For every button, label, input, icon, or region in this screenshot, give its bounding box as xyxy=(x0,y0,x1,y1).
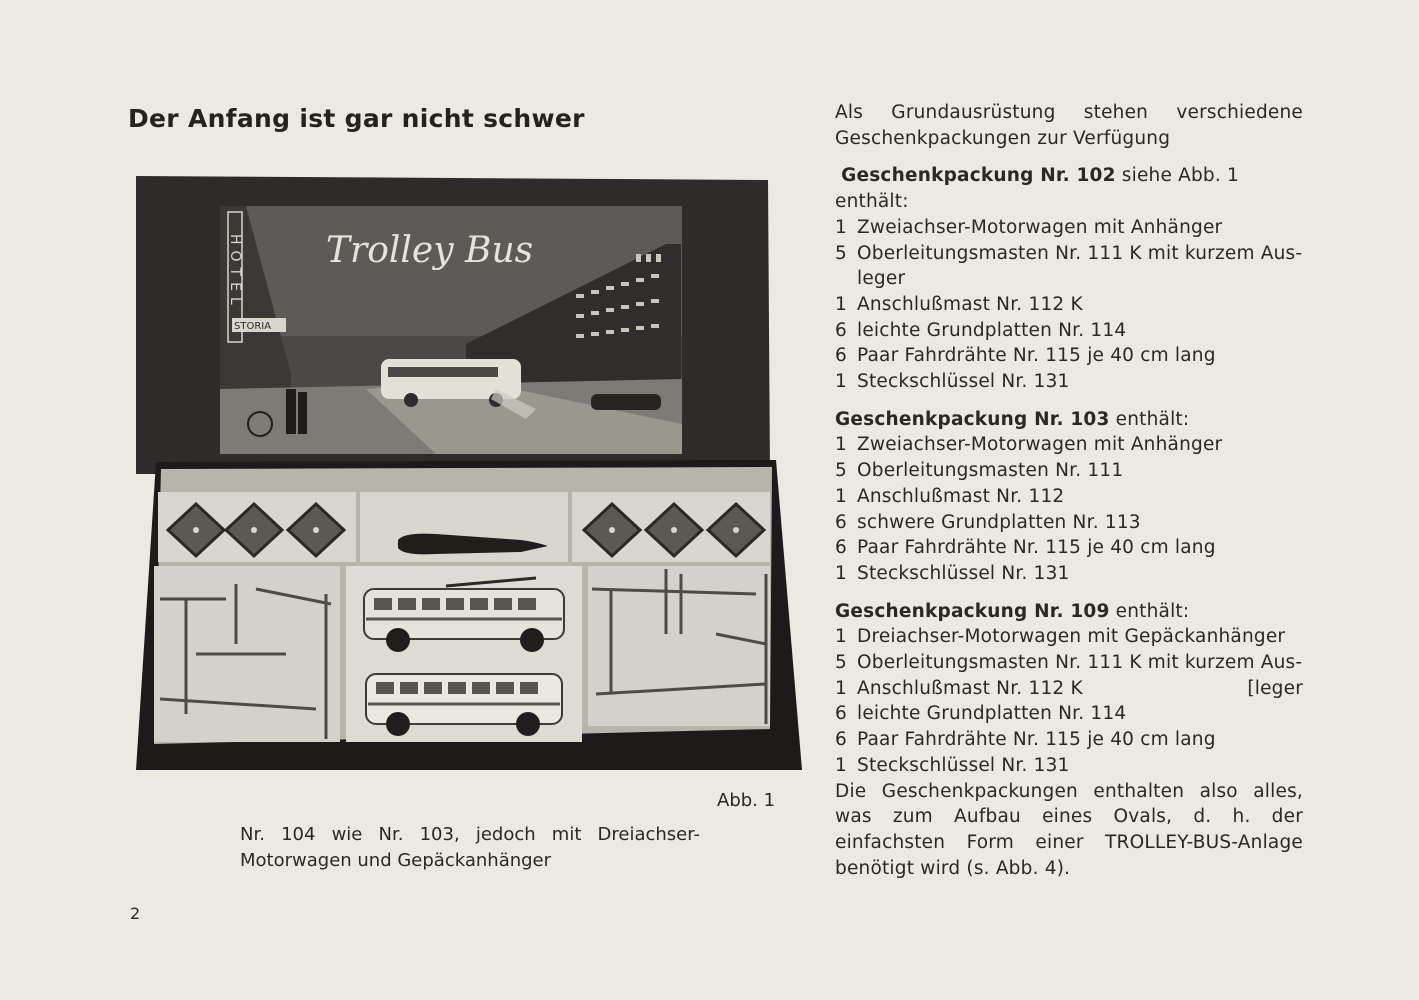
package-heading xyxy=(835,407,1303,433)
figure-note: Nr. 104 wie Nr. 103, jedoch mit Dreiachser-Motorwagen und Gepäckanhänger xyxy=(240,824,700,871)
item-qty: 1 xyxy=(835,626,847,648)
item-text: leger xyxy=(857,268,906,290)
item-qty: 1 xyxy=(835,216,847,238)
outro-text: Die Geschenkpackungen enthalten also alles, was zum Aufbau eines Ovals, d. h. der einfachsten Form einer TROLLEY-BUS-Anlage benötigt wird (s. Abb. 4). xyxy=(835,780,1303,879)
list-item xyxy=(835,676,1303,702)
item-qty: 6 xyxy=(835,537,847,559)
item-qty: 5 xyxy=(835,652,847,674)
item-text: Paar Fahrdrähte Nr. 115 je 40 cm lang xyxy=(857,345,1216,367)
item-qty: 1 xyxy=(835,371,847,393)
item-text: Oberleitungsmasten Nr. 111 K mit kurzem Aus- xyxy=(857,652,1303,674)
item-text: schwere Grundplatten Nr. 113 xyxy=(857,511,1141,533)
list-item xyxy=(835,215,1303,241)
list-item xyxy=(835,292,1303,318)
item-aside: [leger xyxy=(1247,677,1303,699)
list-item xyxy=(835,343,1303,369)
list-item xyxy=(835,650,1303,676)
list-item xyxy=(835,510,1303,536)
list-item xyxy=(835,484,1303,510)
item-qty: 6 xyxy=(835,319,847,341)
item-text: Anschlußmast Nr. 112 xyxy=(857,485,1065,507)
right-column xyxy=(835,100,1303,881)
package-heading xyxy=(835,163,1303,214)
item-text: Anschlußmast Nr. 112 K xyxy=(857,677,1083,699)
package-title: Geschenkpackung Nr. 102 xyxy=(841,165,1116,187)
package-title: Geschenkpackung Nr. 109 xyxy=(835,600,1110,622)
item-qty: 5 xyxy=(835,460,847,482)
item-qty: 5 xyxy=(835,242,847,264)
item-qty: 1 xyxy=(835,677,847,699)
item-text: leichte Grundplatten Nr. 114 xyxy=(857,319,1127,341)
list-item xyxy=(835,318,1303,344)
item-text: Oberleitungsmasten Nr. 111 K mit kurzem Aus- xyxy=(857,242,1303,264)
package-suffix: siehe Abb. 1 enthält: xyxy=(835,165,1239,213)
figure-label: Abb. 1 xyxy=(717,790,776,811)
item-qty: 6 xyxy=(835,703,847,725)
item-text: Steckschlüssel Nr. 131 xyxy=(857,371,1070,393)
list-item xyxy=(835,753,1303,779)
package-heading xyxy=(835,599,1303,625)
list-item xyxy=(835,432,1303,458)
list-item xyxy=(835,266,1303,292)
item-qty: 1 xyxy=(835,562,847,584)
item-text-row xyxy=(857,676,1303,702)
list-item xyxy=(835,458,1303,484)
item-text: Steckschlüssel Nr. 131 xyxy=(857,562,1070,584)
storia-sign: STORIA xyxy=(234,321,272,332)
package-suffix: enthält: xyxy=(1115,600,1190,622)
item-qty: 6 xyxy=(835,511,847,533)
item-text: Oberleitungsmasten Nr. 111 xyxy=(857,460,1124,482)
list-item xyxy=(835,241,1303,267)
item-qty: 1 xyxy=(835,293,847,315)
item-qty: 1 xyxy=(835,754,847,776)
list-item xyxy=(835,624,1303,650)
item-qty: 1 xyxy=(835,434,847,456)
item-text: Paar Fahrdrähte Nr. 115 je 40 cm lang xyxy=(857,729,1216,751)
item-qty: 6 xyxy=(835,345,847,367)
item-qty: 1 xyxy=(835,485,847,507)
item-text: Zweiachser-Motorwagen mit Anhänger xyxy=(857,216,1223,238)
item-text: Dreiachser-Motorwagen mit Gepäckanhänger xyxy=(857,626,1286,648)
list-item xyxy=(835,561,1303,587)
item-text: Anschlußmast Nr. 112 K xyxy=(857,293,1083,315)
hotel-sign: HOTEL xyxy=(227,234,243,311)
list-item xyxy=(835,535,1303,561)
page-heading: Der Anfang ist gar nicht schwer xyxy=(128,104,585,133)
item-qty: 6 xyxy=(835,729,847,751)
item-qty xyxy=(835,266,857,292)
package-103 xyxy=(835,407,1303,587)
box-title: Trolley Bus xyxy=(326,230,534,271)
package-109 xyxy=(835,599,1303,779)
package-suffix: enthält: xyxy=(1115,408,1190,430)
item-text: leichte Grundplatten Nr. 114 xyxy=(857,703,1127,725)
product-photo xyxy=(136,174,802,770)
package-title: Geschenkpackung Nr. 103 xyxy=(835,408,1110,430)
page-number: 2 xyxy=(130,904,141,923)
package-102 xyxy=(835,163,1303,394)
list-item xyxy=(835,727,1303,753)
list-item xyxy=(835,369,1303,395)
item-text: Paar Fahrdrähte Nr. 115 je 40 cm lang xyxy=(857,537,1216,559)
item-text: Zweiachser-Motorwagen mit Anhänger xyxy=(857,434,1223,456)
list-item xyxy=(835,701,1303,727)
item-text: Steckschlüssel Nr. 131 xyxy=(857,754,1070,776)
intro-text: Als Grundausrüstung stehen verschiedene Geschenkpackungen zur Verfügung xyxy=(835,102,1303,149)
